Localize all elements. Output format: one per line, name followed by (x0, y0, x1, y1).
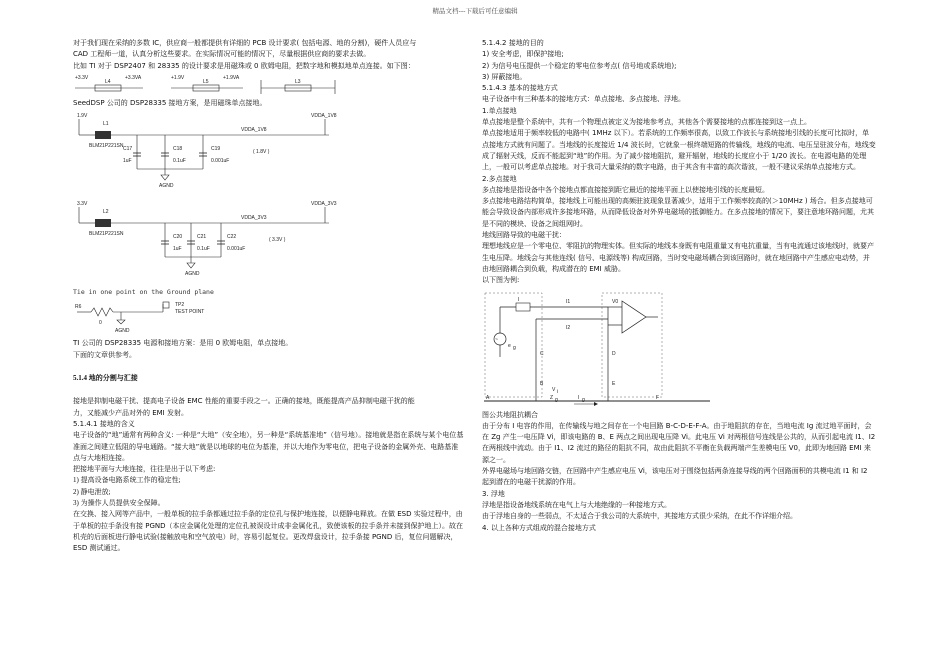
fig-C: C (540, 350, 544, 357)
sch-c18: C18 (173, 146, 183, 153)
test-point-schematic (73, 298, 273, 338)
tie-caption: Tie in one point on the Ground plane (73, 288, 214, 297)
fig-I: I (518, 296, 520, 303)
sch-note1: ( 1.8V ) (253, 149, 270, 156)
left-column (73, 38, 465, 555)
fig-l3: L3 (295, 78, 301, 85)
list-item-1: 1) 提高设备电路系统工作的稳定性; (73, 476, 181, 485)
sch-vdda2: VDDA_3V3 (311, 201, 337, 208)
tp-r: R6 (75, 304, 82, 311)
sch-c19: C19 (211, 146, 221, 153)
figure-caption: 图公共地阻抗耦合 (482, 410, 538, 419)
methods-intro: 电子设备中有三种基本的接地方式：单点接地、多点接地、浮地。 (482, 95, 685, 104)
sch-c20: C20 (173, 234, 183, 241)
floating-note: 由于浮地自身的一些弱点，不太适合于我公司的大系统中，其接地方式很少采纳，在此不作详细介绍。 (482, 512, 797, 521)
fig-Zg-sub: g (555, 396, 558, 403)
sch-v33: 3.3V (77, 201, 88, 208)
multi-point-detail: 多点接地电路结构简单，接地线上可能出现的高频驻波现象显著减少，适用于工作频率较高的(＞10MHz ) 场合。但多点接地可能会导致设备内部形成许多接地环路，从而降低设备对外界电磁场的抵御能力。在多点接地的情况下，要注意地环路问题，尤其是不同的模块、设备之间组网时。 (482, 197, 874, 228)
sch-c19v: 0.001uF (211, 158, 230, 165)
fig-A: A (486, 394, 490, 401)
sch-bead2: BLM21P221SN (89, 231, 124, 238)
floating-def: 浮地是指设备地线系统在电气上与大地绝缘的一种接地方式。 (482, 500, 671, 509)
field-coupling-detail: 外界电磁场与地回路交链，在回路中产生感应电压 Vi，该电压对于围绕包括两条连接导线的两个回路面积的共模电流 I1 和 I2 起到潜在的电磁干扰源的作用。 (482, 467, 868, 487)
para2: 电子设备的“地”通常有两种含义: 一种是“大地”（安全地），另一种是“系统基准地”（信号地）。接地就是指在系统与某个电位基准面之间建立低阻的导电通路。“接大地”就是以地球的电位为基准，并以大地作为零电位，把电子设备的金属外壳、电路基准点与大地相连接。 (73, 431, 464, 462)
fig-I2: I2 (566, 324, 571, 331)
fig-eg: e (508, 342, 511, 349)
subsection-1: 5.1.4.1 接地的含义 (73, 419, 135, 428)
fig-v2a: +1.9V (171, 74, 185, 81)
right-column (482, 38, 876, 534)
intro-line-2: CAD 工程师一道，认真分析这些要求。在实际情况可能的情况下，尽量根据供应商的要求去做。 (73, 50, 371, 59)
sch-c20v: 1uF (173, 246, 182, 253)
sch-c21v: 0.1uF (197, 246, 210, 253)
sch-agnd1: AGND (159, 183, 174, 190)
purpose-3: 3) 屏蔽接地。 (482, 72, 527, 81)
sch-c18v: 0.1uF (173, 158, 186, 165)
intro-line-3: 比如 TI 对于 DSP2407 和 28335 的设计要求是用磁珠或 0 欧姆电阻，把数字地和模拟地单点连接。如下图： (73, 61, 415, 70)
fig-Vi: V (552, 386, 556, 393)
section-title: 5.1.4 地的分割与汇接 (73, 374, 138, 383)
seed-caption: SeedDSP 公司的 DSP28335 接地方案，是用磁珠单点接地。 (73, 98, 267, 107)
sch-l2: L2 (103, 209, 109, 216)
sch-v19: 1.9V (77, 113, 88, 120)
ground-impedance-figure (482, 287, 712, 410)
multi-point-def: 多点接地是指设备中各个接地点都直接接到距它最近的接地平面上以使接地引线的长度最短。 (482, 185, 769, 194)
fig-Ig-sub: g (582, 396, 585, 403)
list-item-3: 3) 为操作人员提供安全保障。 (73, 499, 165, 508)
sch-c17: C17 (123, 146, 133, 153)
single-point-detail: 单点接地适用于频率较低的电路中( 1MHz 以下）。若系统的工作频率很高，以致工作波长与系统接地引线的长度可比拟时，单点接地方式就有问题了。当地线的长度接近 1/4 波长时，它就象一根终端短路的传输线，地线的电流、电压呈驻波分布，地线变成了辐射天线，反而不能起到“地”的作用。为了减少接地阻抗，避开辐射，地线的长度应小于 1/20 波长。在电源电路的处理上，一般可以考虑单点接地。对于我司大量采纳的数字电路，由于其含有丰富的高次谐波，一般不建议采纳单点接地方式。 (482, 129, 876, 172)
fig-v2b: +1.9VA (223, 74, 240, 81)
heading-floating: 3. 浮地 (482, 489, 505, 498)
subsection-2: 5.1.4.2 接地的目的 (482, 39, 544, 47)
para4: 在交换、接入网等产品中，一般单板的拉手条都通过拉手条的定位孔与保护地连接，以便静电释放。在做 ESD 实验过程中，由于单板的拉手条没有接 PGND（本应金属化处理的定位孔被误设计成非金属化孔，致使该板的拉手条并未接到保护地上）。故在机壳的后面板进行静电试验(接触放电和空气放电）时，容易引起复位。更改焊盘设计，拉手条接 PGND 后，复位问题解决，ESD 测试通过。 (73, 510, 463, 553)
more-ref: 下面的文章供参考。 (73, 350, 136, 359)
fig-D: D (612, 350, 616, 357)
sch-agnd2: AGND (185, 271, 200, 278)
fig-l1: L4 (105, 78, 111, 85)
purpose-1: 1) 安全考虑，即保护接地; (482, 50, 564, 59)
sch-net2: VDDA_3V3 (241, 215, 267, 222)
list-item-2: 2) 静电泄放; (73, 487, 111, 496)
sch-c17v: 1uF (123, 158, 132, 165)
bead-schematic-figure (73, 72, 373, 98)
subsection-3: 5.1.4.3 基本的接地方式 (482, 84, 558, 93)
sch-c22v: 0.001uF (227, 246, 246, 253)
sch-c22: C22 (227, 234, 237, 241)
fig-I1: I1 (566, 298, 571, 305)
svg-text:~: ~ (495, 336, 498, 343)
heading-hybrid: 4. 以上各种方式组成的混合接地方式 (482, 523, 596, 532)
fig-V0: V0 (612, 298, 619, 305)
purpose-2: 2) 为信号电压提供一个稳定的零电位参考点( 信号地或系统地); (482, 61, 677, 70)
fig-Zg: Z (550, 394, 554, 401)
fig-F: F (656, 394, 660, 401)
coupling-detail: 由于分布 I 电容的作用，在传输线与地之间存在一个电回路 B-C-D-E-F-A。由于地阻抗的存在，当地电流 Ig 流过地平面时，会在 Zg 产生一电压降 Vi，即该电路的 B、E 两点之间出现电压降 Vi。此电压 Vi 对两根信号连线是公共的，从而引起电流 I1、I2 在两根线中流动。由于 I1、I2 流过的路径的阻抗不同，故由此阻抗不平衡在负载两端产生差模电压 V0，此即为地回路 EMI 来源之一。 (482, 421, 876, 464)
sch-bead1: BLM21P221SN (89, 143, 124, 150)
fig-l2: L5 (203, 78, 209, 85)
ground-loop-detail: 理想地线应是一个零电位、零阻抗的物理实体。但实际的地线本身既有电阻重量又有电抗重量，当有电流通过该地线时，就要产生电压降。地线会与其他连线( 信号、电源线等) 构成回路，当时变电磁场耦合到该回路时，就在地回路中产生感应电动势，并由地回路耦合到负载，构成潜在的 EMI 威胁。 (482, 242, 874, 273)
heading-ground-loop: 地线回路导致的电磁干扰： (482, 231, 566, 240)
sch-net1: VDDA_1V8 (241, 127, 267, 134)
fig-eg-sub: g (513, 344, 516, 351)
sch-vdda1: VDDA_1V8 (311, 113, 337, 120)
example-intro: 以下图为例: (482, 276, 520, 285)
sch-l1: L1 (103, 121, 109, 128)
para1-line1: 接地是抑制电磁干扰、提高电子设备 EMC 性能的重要手段之一。正确的接地，既能提高产品抑制电磁干扰的能 (73, 397, 415, 406)
sch-c21: C21 (197, 234, 207, 241)
tp-rv: 0 (99, 320, 102, 327)
tp-tp: TP2 (175, 302, 185, 309)
fig-Vi-sub: i (557, 388, 559, 395)
fig-Ig: I (578, 394, 580, 401)
heading-single-point: 1.单点接地 (482, 106, 517, 115)
heading-multi-point: 2.多点接地 (482, 174, 517, 183)
para3: 把接地平面与大地连接，往往是出于以下考虑: (73, 465, 216, 474)
dsp-power-schematic (73, 109, 363, 287)
page-header: 精品文档---下载后可任意编辑 (432, 7, 518, 15)
tp-tpl: TEST POINT (175, 309, 205, 316)
ti-caption: TI 公司的 DSP28335 电源和接地方案：是用 0 欧姆电阻，单点接地。 (73, 339, 293, 348)
fig-B: B (540, 380, 544, 387)
sch-note2: ( 3.3V ) (269, 237, 286, 244)
single-point-def: 单点接地是整个系统中，共有一个物理点被定义为接地参考点，其他各个需要接地的点都连接到这一点上。 (482, 118, 811, 127)
intro-line-1: 对于我们现在采纳的多数 IC，供应商一般都提供有详细的 PCB 设计要求( 包括电源、地的分割)，硬件人员应与 (73, 39, 417, 47)
fig-v1b: +3.3VA (125, 74, 142, 81)
fig-E: E (612, 380, 616, 387)
fig-v1a: +3.3V (75, 74, 89, 81)
tp-agnd: AGND (115, 328, 130, 335)
para1-line2: 力，又能减少产品对外的 EMI 发射。 (73, 408, 188, 417)
